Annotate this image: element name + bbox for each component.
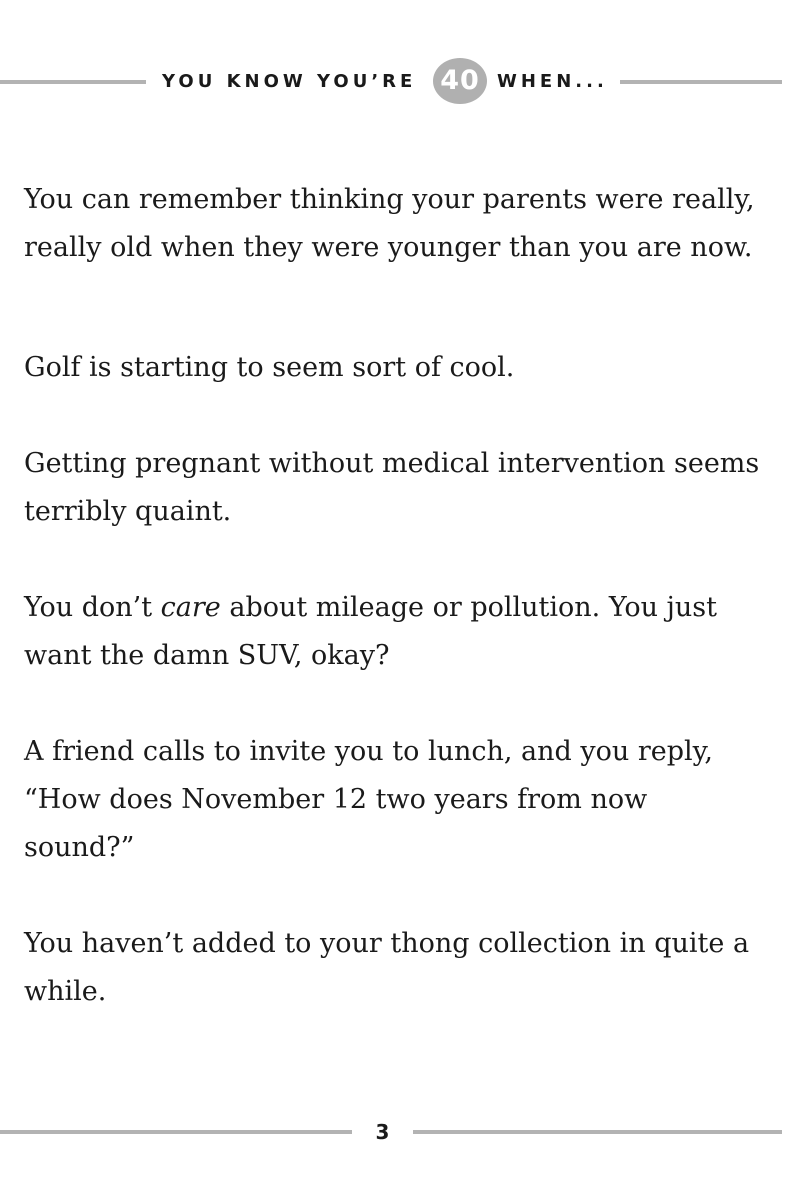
entry-suv-start: You don’t xyxy=(24,592,161,623)
page-body xyxy=(24,176,764,1016)
header-rule-right xyxy=(620,80,782,84)
footer-rule-left xyxy=(0,1130,352,1134)
entry-suv-emphasis: care xyxy=(160,592,221,623)
entry-lunch: A friend calls to invite you to lunch, and you reply, “How does November 12 two years from now sound?” xyxy=(24,736,713,863)
entry-parents-old: You can remember thinking your parents were really, really old when they were younger than you are now. xyxy=(24,184,755,263)
entry-golf: Golf is starting to seem sort of cool. xyxy=(24,352,515,383)
entry-pregnant: Getting pregnant without medical intervention seems terribly quaint. xyxy=(24,448,760,527)
entry-suv-end: about mileage or pollution. You just want the damn SUV, okay? xyxy=(24,592,718,671)
running-header xyxy=(0,56,800,108)
footer-rule-right xyxy=(413,1130,782,1134)
entry-thong: You haven’t added to your thong collection in quite a while. xyxy=(24,928,750,1007)
header-rule-left xyxy=(0,80,146,84)
entry-suv xyxy=(24,584,764,680)
header-title-left: YOU KNOW YOU’RE xyxy=(162,71,417,92)
age-badge: 40 xyxy=(433,58,487,104)
page-number: 3 xyxy=(375,1120,390,1144)
header-title-right: WHEN... xyxy=(497,71,608,92)
